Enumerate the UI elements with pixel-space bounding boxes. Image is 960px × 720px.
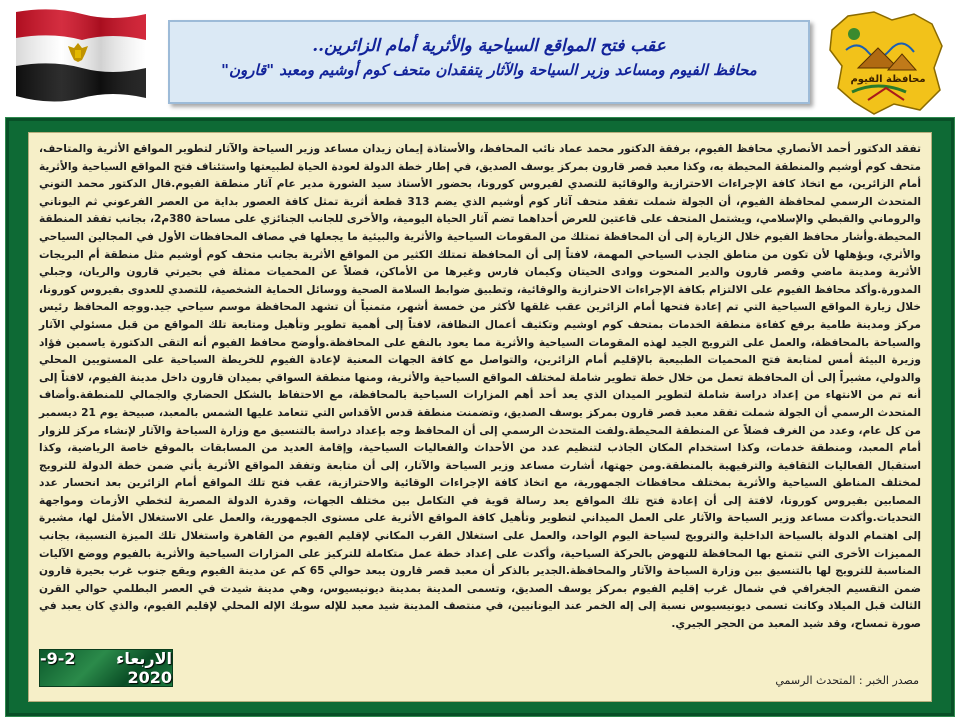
egypt-flag-icon <box>12 6 150 104</box>
emblem-label: محافظة الفيوم <box>850 74 926 85</box>
date-badge: الاربعاء 2-9-2020 <box>40 649 172 687</box>
headline-box <box>168 20 810 104</box>
article-body-box <box>28 132 932 702</box>
headline-line-2: محافظ الفيوم ومساعد وزير السياحة والآثار يتفقدان متحف كوم أوشيم ومعبد "قارون" <box>221 61 757 79</box>
headline-line-1: عقب فتح المواقع السياحية والأثرية أمام الزائرين.. <box>312 36 666 56</box>
article-body-text: تفقد الدكتور أحمد الأنصاري محافظ الفيوم، برفقة الدكتور محمد عماد نائب المحافظ، والأستاذة إيمان زيدان مساعد وزير السياحة والآثار لتطوير المواقع الأثرية والمتاحف، متحف كوم أوشيم والمنطقة المحيطة به، وكذا معبد قصر قارون بمركز يوسف الصديق، في إطار خطة الدولة لعودة الحياة لطبيعتها واستئناف فتح المواقع السياحية والأثرية أمام الزائرين، مع اتخاذ كافة الإجراءات الاحترازية والوقائية للتصدي لفيروس كورونا، بحضور الأستاذ سيد الشورة مدير عام آثار منطقة الفيوم.قال الدكتور محمد التوني المتحدث الرسمي لمحافظة الفيوم، أن الجولة شملت تفقد متحف آثار كوم أوشيم الذي يضم 313 قطعة أثرية تمثل كافة العصور بداية من العصر الفرعوني ثم اليوناني والروماني والقبطي والإسلامي، ويشتمل المتحف على قاعتين للعرض أحداهما تضم آثار الحياة اليومية، والأخرى للجانب الجنائزي على مساحة 380م2، بجانب تفقد المنطقة المحيطة.وأشار محافظ الفيوم خلال الزيارة إلى أن المحافظة تمتلك من المقومات السياحية والأثرية والبيئية ما يجعلها في مصاف المحافظات الأول في المجالين السياحي والأثري، ويؤهلها لأن تكون من مناطق الجذب السياحي المهمة، لافتاً إلى أن المحافظة تمتلك الكثير من المواقع الأثرية بجانب متحف كوم أوشيم مثل منطقة أم البريجات الأثرية ومدينة ماضي وقصر قارون والدير المنحوت ووادى الحيتان وكيمان فارس وغيرها من الأماكن، فضلاً عن المحميات ممثلة في بحيرتي قارون والريان، وجبلي المدورة.وأكد محافظ الفيوم على الالتزام بكافة الإجراءات الاحترازية والوقائية، وتطبيق ضوابط السلامة الصحية ووسائل الحماية الشخصية، للتصدي للعدوى بفيروس كورونا، خلال زيارة المواقع السياحية التي تم إعادة فتحها أمام الزائرين عقب غلقها لأكثر من خمسة أشهر، متمنياً أن تشهد المحافظة موسم سياحي جيد.ووجه المحافظ رئيس مركز ومدينة طامية برفع كفاءة منطقة الخدمات بمتحف كوم اوشيم وتكثيف أعمال النظافة، لافتاً إلى أهمية تطوير وتأهيل ومتابعة تلك المواقع من قبل مسئولي الآثار والسياحة بالمحافظة، والعمل على الترويج الجيد لهذه المقومات السياحية والأثرية مما يعود بالنفع على المحافظة.وأوضح محافظ الفيوم أنه التقى الدكتورة ياسمين فؤاد وزيرة البيئة أمس لمتابعة فتح المحميات الطبيعية بالإقليم أمام الزائرين، والتواصل مع كافة الجهات المعنية لإعادة الفيوم للخريطة السياحية على المستويين المحلي والدولي، مشيراً إلى أن المحافظة تعمل من خلال خطة تطوير شاملة لمختلف المواقع السياحية والأثرية، ومنها منطقة السواقي بميدان قارون داخل مدينة الفيوم، لافتاً إلى أنه تم من الانتهاء من إعداد دراسة شاملة لتطوير الميدان الذي يعد أحد أهم المزارات السياحية بالمحافظة، مع الاحتفاظ بالشكل الحضاري والجمالي للمنطقة.وأضاف المتحدث الرسمي أن الجولة شملت تفقد معبد قصر قارون بمركز يوسف الصديق، وتضمنت منطقة قدس الأقداس التي تتعامد عليها الشمس بالمعبد، صبيحة يوم 21 ديسمبر من كل عام، وعدد من الغرف فضلاً عن المنطقة المحيطة.ولفت المتحدث الرسمي إلى أن المحافظ وجه بإعداد دراسة بالتنسيق مع وزارة السياحة والآثار لإنشاء مركز للزوار أمام المعبد، ومنطقة خدمات، وكذا استخدام المكان الجاذب لتنظيم عدد من الأحداث والفعاليات السياحية، وإقامة العديد من المسابقات بالموقع خاصة الرياضية، وكذا استقبال الفعاليات الثقافية والترفيهية بالمنطقة.ومن جهتها، أشارت مساعد وزير السياحة والآثار، إلى أن متابعة وتفقد المواقع الأثرية يأتي ضمن خطة الدولة للترويج لمختلف المناطق السياحية والأثرية بمختلف محافظات الجمهورية، مع اتخاذ كافة الإجراءات الوقائية والاحترازية، عقب فتح تلك المواقع أمام الزائرين بعد انحسار عدد المصابين بفيروس كورونا، لافتة إلى أن إعادة فتح تلك المواقع يعد رسالة قوية في التكامل بين مختلف الجهات، وقدرة الدولة المصرية لتخطي الأزمات ومواجهة التحديات.وأكدت مساعد وزير السياحة والآثار على العمل الميداني لتطوير وتأهيل كافة المواقع الأثرية على مستوى الجمهورية، والعمل على الاستغلال الأمثل لها، مشيرة إلى اهتمام الدولة بالسياحة الداخلية والترويج لسياحة اليوم الواحد، والعمل على استغلال القرب المكاني لإقليم الفيوم من القاهرة واستغلال تلك الميزة النسبية، بجانب المميزات الأخرى التي تتمتع بها المحافظة للنهوض بالحركة السياحية، وأكدت على إعداد خطة عمل متكاملة للتركيز على المزارات السياحية والأثرية بالفيوم ووضع الآليات المناسبة للترويج لها بالتنسيق بين وزارة السياحة والآثار والمحافظة.الجدير بالذكر أن معبد قصر قارون يبعد حوالي 65 كم عن مدينة الفيوم ويقع جنوب غرب بحيرة قارون ضمن التقسيم الجغرافي في شمال غرب إقليم الفيوم بمركز يوسف الصديق، وتسمى المدينة بمدينة ديونيسيوس، وهي مدينة شيدت في العصر البطلمي حوالي القرن الثالث قبل الميلاد وكانت تسمى ديونيسيوس نسبة إلى إله الخمر عند اليونانيين، في منتصف المدينة شيد معبد للإله سوبك الإله المحلي لإقليم الفيوم، والذي كان يعبد في صورة تمساح، وقد شيد المعبد من الحجر الجيري. <box>39 143 921 631</box>
fayoum-governorate-emblem-icon <box>828 10 946 116</box>
article-frame <box>6 118 954 716</box>
news-source-label: مصدر الخبر : المتحدث الرسمي <box>775 674 919 687</box>
